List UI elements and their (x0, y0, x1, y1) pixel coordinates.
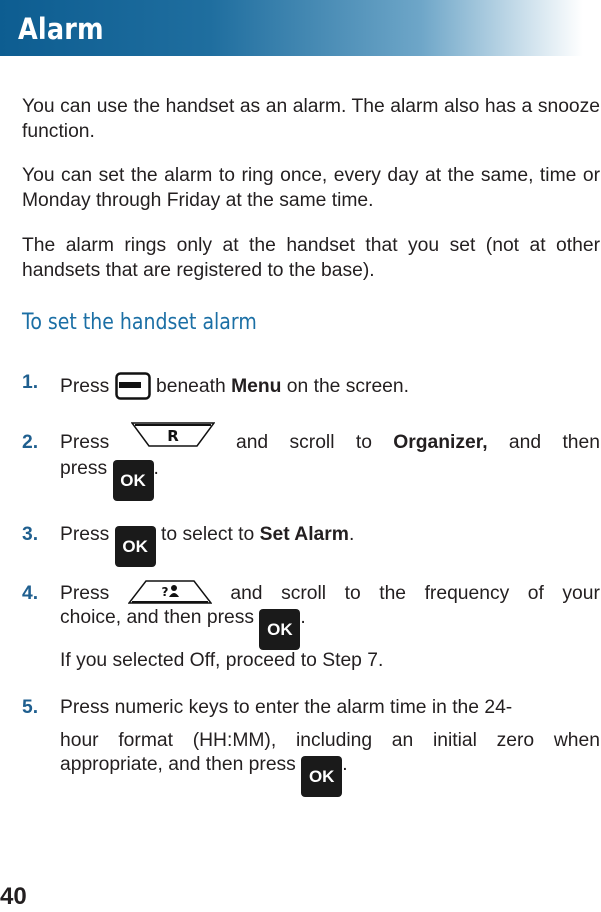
redial-key-icon (131, 422, 215, 450)
phonebook-key-label: ? (161, 585, 169, 599)
step-number: 2. (22, 432, 39, 453)
intro-paragraph-3: The alarm rings only at the handset that you set (not at other handsets that are registered to the base). (22, 235, 600, 281)
menu-softkey-icon (115, 372, 151, 400)
menu-label: Menu (231, 376, 282, 397)
ok-key-icon: OK (259, 609, 300, 650)
intro-paragraph-1: You can use the handset as an alarm. The alarm also has a snooze function. (22, 96, 600, 142)
page-number: 40 (0, 883, 27, 910)
step-number: 1. (22, 372, 39, 393)
step-number: 5. (22, 697, 39, 718)
header-bar (0, 0, 601, 56)
set-alarm-label: Set Alarm (259, 524, 349, 545)
phonebook-key-icon (128, 577, 212, 605)
page-title: Alarm (18, 12, 104, 46)
section-title: To set the handset alarm (22, 310, 257, 335)
ok-key-icon: OK (301, 756, 342, 797)
intro-paragraph-2: You can set the alarm to ring once, every day at the same, time or Monday through Friday at the same time. (22, 165, 600, 211)
organizer-label: Organizer, (393, 432, 488, 453)
ok-key-icon: OK (113, 460, 154, 501)
ok-key-icon: OK (115, 526, 156, 567)
step-number: 3. (22, 524, 39, 545)
step-4-note: If you selected Off, proceed to Step 7. (60, 650, 384, 671)
redial-key-label: R (166, 427, 179, 445)
step-number: 4. (22, 583, 39, 604)
